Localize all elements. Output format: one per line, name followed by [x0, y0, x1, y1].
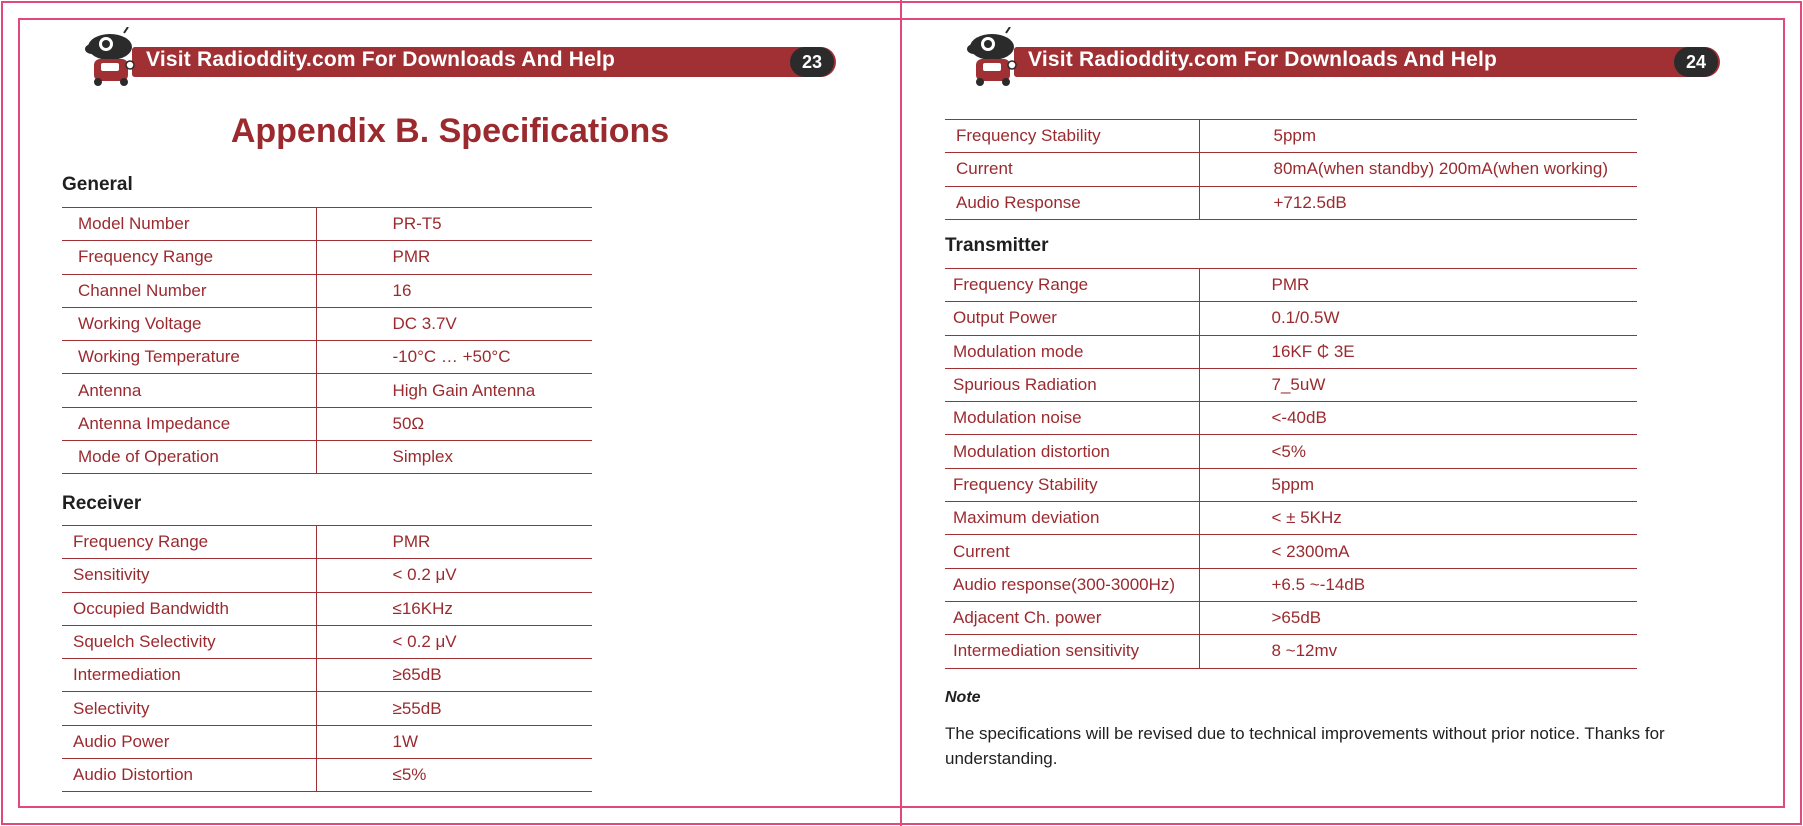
spec-label: Frequency Stability: [945, 468, 1199, 501]
spec-label: Squelch Selectivity: [62, 625, 316, 658]
spec-value: ≤5%: [316, 759, 592, 792]
radio-mascot-icon: [84, 27, 142, 87]
spec-value: PMR: [316, 241, 592, 274]
banner-text: Visit Radioddity.com For Downloads And Help: [1028, 48, 1498, 71]
spec-value: 7_5uW: [1199, 368, 1637, 401]
table-row: [62, 592, 592, 625]
table-row: [945, 635, 1637, 668]
page-number: 24: [1674, 47, 1718, 77]
spec-label: Modulation mode: [945, 335, 1199, 368]
spec-label: Audio Power: [62, 725, 316, 758]
banner-bar: [1014, 47, 1720, 77]
spec-value: 5ppm: [1199, 120, 1637, 153]
table-row: [62, 659, 592, 692]
table-row: [945, 153, 1637, 186]
table-row: [62, 341, 592, 374]
spec-label: Audio response(300-3000Hz): [945, 568, 1199, 601]
spec-label: Frequency Stability: [945, 120, 1199, 153]
general-spec-table: [62, 207, 592, 474]
spec-label: Adjacent Ch. power: [945, 601, 1199, 634]
spec-value: PMR: [1199, 269, 1637, 302]
spec-value: 50Ω: [316, 407, 592, 440]
table-row: [62, 441, 592, 474]
table-row: [945, 120, 1637, 153]
table-row: [945, 468, 1637, 501]
spec-value: < 0.2 μV: [316, 625, 592, 658]
spec-value: 16: [316, 274, 592, 307]
note-text: The specifications will be revised due to technical improvements without prior notice. Thanks for understanding.: [945, 724, 1665, 768]
table-row: [945, 601, 1637, 634]
banner-text: Visit Radioddity.com For Downloads And Help: [146, 48, 616, 71]
spec-label: Model Number: [62, 208, 316, 241]
spec-label: Audio Distortion: [62, 759, 316, 792]
spec-value: ≥65dB: [316, 659, 592, 692]
spec-value: PR-T5: [316, 208, 592, 241]
table-row: [945, 368, 1637, 401]
spec-label: Modulation noise: [945, 402, 1199, 435]
spec-value: -10°C … +50°C: [316, 341, 592, 374]
spec-value: ≤16KHz: [316, 592, 592, 625]
spec-label: Modulation distortion: [945, 435, 1199, 468]
spec-label: Output Power: [945, 302, 1199, 335]
page-number: 23: [790, 47, 834, 77]
spec-value: DC 3.7V: [316, 307, 592, 340]
spec-value: 5ppm: [1199, 468, 1637, 501]
spec-value: < 0.2 μV: [316, 559, 592, 592]
section-heading-general: General: [62, 174, 133, 195]
spec-value: 8 ~12mv: [1199, 635, 1637, 668]
spec-label: Spurious Radiation: [945, 368, 1199, 401]
spec-label: Selectivity: [62, 692, 316, 725]
section-heading-transmitter: Transmitter: [945, 235, 1049, 256]
table-row: [945, 302, 1637, 335]
spec-value: 0.1/0.5W: [1199, 302, 1637, 335]
spec-label: Frequency Range: [945, 269, 1199, 302]
spec-label: Sensitivity: [62, 559, 316, 592]
spec-value: >65dB: [1199, 601, 1637, 634]
table-row: [945, 568, 1637, 601]
spec-label: Intermediation sensitivity: [945, 635, 1199, 668]
spec-label: Frequency Range: [62, 241, 316, 274]
spec-label: Working Temperature: [62, 341, 316, 374]
spec-label: Current: [945, 153, 1199, 186]
receiver-continued-spec-table: [945, 119, 1637, 220]
banner-bar: [132, 47, 836, 77]
page-title: Appendix B. Specifications: [230, 112, 670, 150]
table-row: [62, 692, 592, 725]
table-row: [945, 335, 1637, 368]
table-row: [62, 274, 592, 307]
table-row: [62, 725, 592, 758]
radio-mascot-icon: [966, 27, 1024, 87]
table-row: [945, 535, 1637, 568]
note-title: Note: [945, 689, 981, 706]
spec-value: ≥55dB: [316, 692, 592, 725]
left-page: [0, 0, 900, 826]
spec-label: Audio Response: [945, 186, 1199, 219]
spec-value: PMR: [316, 526, 592, 559]
table-row: [62, 407, 592, 440]
spec-value: 1W: [316, 725, 592, 758]
spec-value: +6.5 ~-14dB: [1199, 568, 1637, 601]
table-row: [62, 241, 592, 274]
spec-value: 16KF ₵ 3E: [1199, 335, 1637, 368]
spec-label: Antenna: [62, 374, 316, 407]
table-row: [945, 402, 1637, 435]
table-row: [945, 186, 1637, 219]
spec-label: Current: [945, 535, 1199, 568]
spec-label: Maximum deviation: [945, 502, 1199, 535]
spec-value: Simplex: [316, 441, 592, 474]
table-row: [62, 526, 592, 559]
table-row: [62, 625, 592, 658]
spec-label: Working Voltage: [62, 307, 316, 340]
spec-value: <-40dB: [1199, 402, 1637, 435]
spec-value: < 2300mA: [1199, 535, 1637, 568]
table-row: [945, 435, 1637, 468]
spec-label: Occupied Bandwidth: [62, 592, 316, 625]
table-row: [62, 208, 592, 241]
spec-label: Antenna Impedance: [62, 407, 316, 440]
table-row: [62, 307, 592, 340]
spec-value: +712.5dB: [1199, 186, 1637, 219]
header-banner: [84, 27, 836, 87]
table-row: [945, 269, 1637, 302]
transmitter-spec-table: [945, 268, 1637, 669]
spec-value: < ± 5KHz: [1199, 502, 1637, 535]
spec-value: <5%: [1199, 435, 1637, 468]
spec-label: Intermediation: [62, 659, 316, 692]
spec-value: High Gain Antenna: [316, 374, 592, 407]
spec-label: Frequency Range: [62, 526, 316, 559]
table-row: [62, 374, 592, 407]
section-heading-receiver: Receiver: [62, 493, 142, 514]
right-page: [902, 0, 1803, 826]
spec-value: 80mA(when standby) 200mA(when working): [1199, 153, 1637, 186]
receiver-spec-table: [62, 525, 592, 792]
table-row: [945, 502, 1637, 535]
table-row: [62, 759, 592, 792]
spec-label: Mode of Operation: [62, 441, 316, 474]
table-row: [62, 559, 592, 592]
header-banner: [966, 27, 1720, 87]
spec-label: Channel Number: [62, 274, 316, 307]
